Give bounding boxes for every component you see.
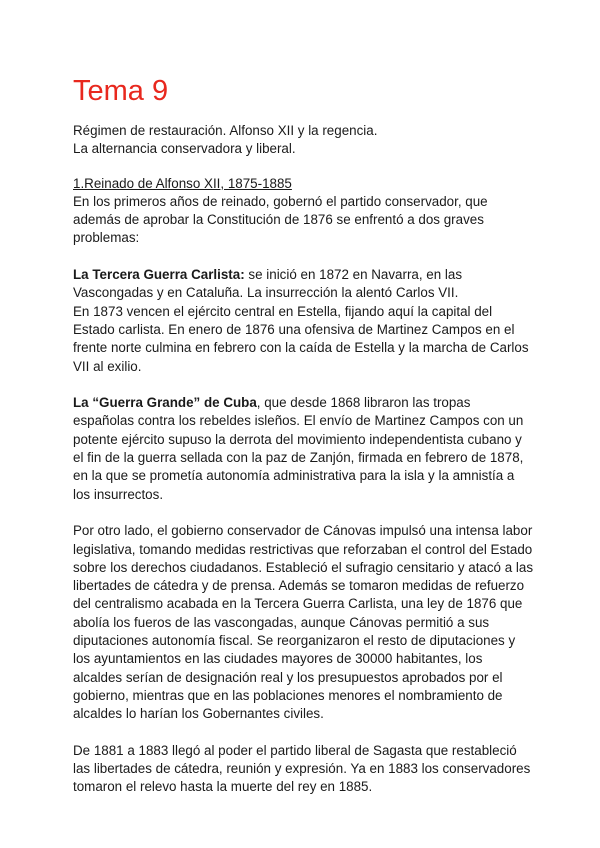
cuba-paragraph bbox=[73, 394, 535, 504]
cuba-label: La “Guerra Grande” de Cuba bbox=[73, 395, 257, 411]
cuba-text: , que desde 1868 libraron las tropas españolas contra los rebeldes isleños. El envío de Martinez Campos con un potente ejército supuso la derrota del movimiento independentista cubano y el fin de la guerra sellada con la paz de Zanjón, firmada en febrero de 1878, en la que se prometía autonomía administrativa para la isla y la amnistía a los insurrectos. bbox=[73, 395, 524, 502]
document-page bbox=[73, 74, 535, 815]
subtitle-line-1: Régimen de restauración. Alfonso XII y la regencia. bbox=[73, 123, 378, 138]
section-heading: 1.Reinado de Alfonso XII, 1875-1885 bbox=[73, 175, 292, 191]
carlista-paragraph bbox=[73, 266, 535, 303]
carlista-text-1: se inició en 1872 en Navarra, en las Vascongadas y en Cataluña. La insurrección la alentó Carlos VII. bbox=[73, 267, 463, 301]
canovas-paragraph: Por otro lado, el gobierno conservador de Cánovas impulsó una intensa labor legislativa, tomando medidas restrictivas que reforzaban el control del Estado sobre los derechos ciudadanos. Estableció el sufragio censitario y atacó a las libertades de cátedra y de prensa. Además se tomaron medidas de refuerzo del centralismo acabada en la Tercera Guerra Carlista, una ley de 1876 que abolía los fueros de las vascongadas, aunque Cánovas permitió a sus diputaciones autonomía fiscal. Se reorganizaron el resto de diputaciones y los ayuntamientos en las ciudades mayores de 30000 habitantes, los alcaldes serían de designación real y los presupuestos aprobados por el gobierno, mientras que en las poblaciones menores el nombramiento de alcaldes lo harían los Gobernantes civiles. bbox=[73, 523, 534, 722]
carlista-label: La Tercera Guerra Carlista: bbox=[73, 267, 245, 283]
carlista-paragraph-2: En 1873 vencen el ejército central en Estella, fijando aquí la capital del Estado carlista. En enero de 1876 una ofensiva de Martinez Campos en el frente norte culmina en febrero con la caída de Estella y la marcha de Carlos VII al exilio. bbox=[73, 303, 529, 374]
intro-paragraph: En los primeros años de reinado, gobernó el partido conservador, que además de aprobar la Constitución de 1876 se enfrentó a dos graves problemas: bbox=[73, 193, 488, 246]
subtitle bbox=[73, 122, 535, 159]
sagasta-paragraph: De 1881 a 1883 llegó al poder el partido liberal de Sagasta que restableció las libertades de cátedra, reunión y expresión. Ya en 1883 los conservadores tomaron el relevo hasta la muerte del rey en 1885. bbox=[73, 742, 531, 795]
page-title: Tema 9 bbox=[73, 75, 169, 107]
subtitle-line-2: La alternancia conservadora y liberal. bbox=[73, 141, 296, 157]
